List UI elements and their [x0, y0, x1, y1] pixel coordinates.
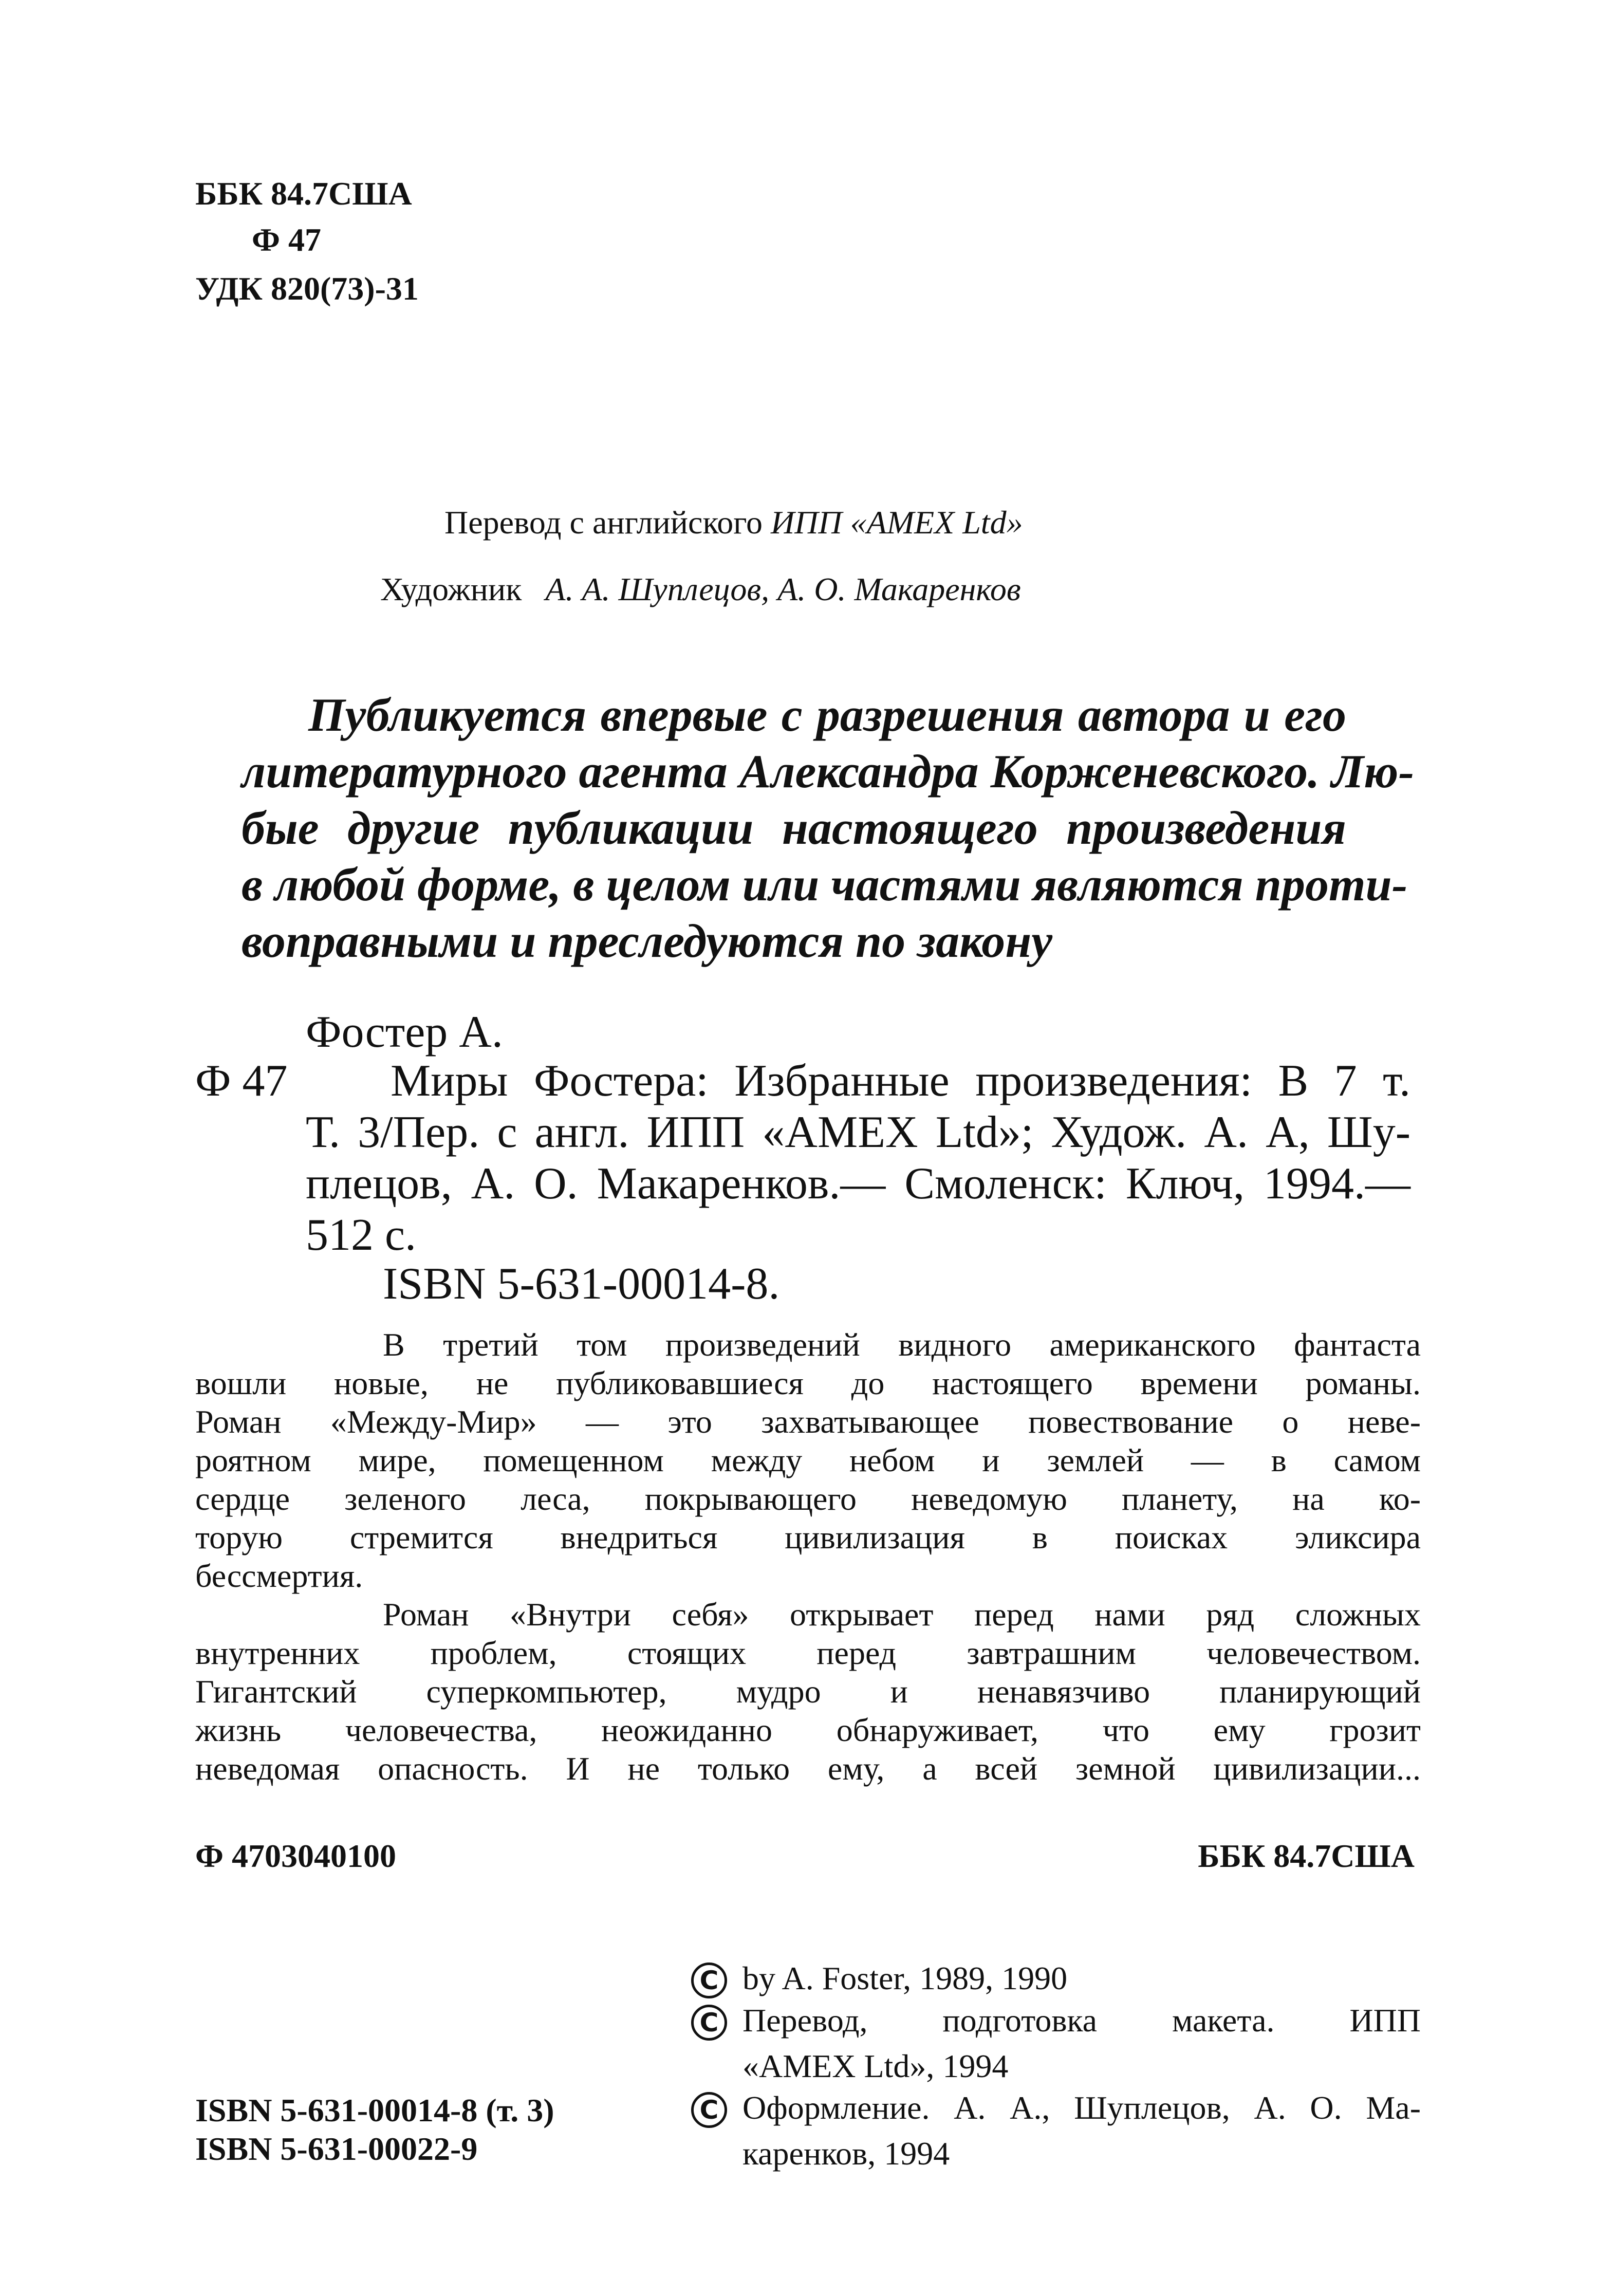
translation-by: ИПП «AMEX Ltd» [770, 504, 1023, 541]
isbn-line: ISBN 5-631-00022-9 [195, 2131, 478, 2167]
copyright-line: Оформление. А. А., Шуплецов, А. О. Ма- [742, 2089, 1421, 2126]
copyright-line: каренков, 1994 [742, 2135, 950, 2172]
artist-names: А. А. Шуплецов, А. О. Макаренков [545, 571, 1021, 607]
catalog-author: Фостер А. [306, 1007, 503, 1057]
notice-line: литературного агента Александра Корженевского. Лю- [242, 745, 1415, 798]
udk-index: УДК 820(73)-31 [195, 270, 419, 307]
footer-bbk: ББК 84.7США [1198, 1838, 1415, 1874]
catalog-line: Миры Фостера: Избранные произведения: В 7 т. [391, 1056, 1410, 1106]
annotation-line: вошли новые, не публиковавшиеся до настоящего времени романы. [195, 1365, 1421, 1401]
annotation-line: бессмертия. [195, 1558, 363, 1594]
copyright-line: by A. Foster, 1989, 1990 [742, 1960, 1068, 1996]
artist-label: Художник [380, 571, 522, 607]
annotation-line: неведомая опасность. И не только ему, а всей земной цивилизации... [195, 1750, 1421, 1787]
catalog-isbn: ISBN 5-631-00014-8. [383, 1259, 780, 1309]
copyright-entry [691, 2091, 1421, 2170]
notice-line: в любой форме, в целом или частями являются проти- [242, 858, 1408, 911]
catalog-line: плецов, А. О. Макаренков.— Смоленск: Ключ, 1994.— [306, 1159, 1410, 1209]
annotation-line: В третий том произведений видного американского фантаста [383, 1326, 1421, 1363]
index-code: Ф 4703040100 [195, 1838, 396, 1874]
annotation-line: Роман «Внутри себя» открывает перед нами ряд сложных [383, 1596, 1421, 1633]
copyright-line: Перевод, подготовка макета. ИПП [742, 2002, 1421, 2039]
notice-line: Публикуется впервые с разрешения автора и его [308, 689, 1346, 741]
catalog-line: Т. 3/Пер. с англ. ИПП «AMEX Ltd»; Худож. А. А, Шу- [306, 1107, 1410, 1157]
bbk-index: ББК 84.7США [195, 175, 412, 212]
artist-credit [380, 573, 1021, 606]
copyright-entry [691, 1962, 1067, 1998]
annotation-line: сердце зеленого леса, покрывающего неведомую планету, на ко- [195, 1480, 1421, 1517]
copyright-icon: C [691, 2005, 727, 2041]
annotation-line: жизнь человечества, неожиданно обнаруживает, что ему грозит [195, 1712, 1421, 1748]
copyright-entry [691, 2004, 1421, 2083]
author-code: Ф 47 [252, 221, 321, 258]
annotation-line: Роман «Между-Мир» — это захватывающее повествование о неве- [195, 1403, 1421, 1440]
copyright-line: «AMEX Ltd», 1994 [742, 2048, 1009, 2084]
annotation-line: роятном мире, помещенном между небом и землей — в самом [195, 1442, 1421, 1478]
translation-label: Перевод с английского [444, 504, 763, 541]
notice-line: бые другие публикации настоящего произведения [242, 802, 1346, 854]
annotation-line: Гигантский суперкомпьютер, мудро и ненавязчиво планирующий [195, 1673, 1421, 1710]
annotation-line: внутренних проблем, стоящих перед завтрашним человечеством. [195, 1635, 1421, 1671]
notice-line: воправными и преследуются по закону [242, 915, 1053, 967]
annotation-line: торую стремится внедриться цивилизация в поисках эликсира [195, 1519, 1421, 1556]
copyright-icon: C [691, 2092, 727, 2128]
copyright-icon: C [691, 1962, 727, 1998]
translation-credit [444, 506, 1023, 539]
catalog-code: Ф 47 [195, 1056, 288, 1106]
catalog-line: 512 с. [306, 1210, 417, 1260]
isbn-line: ISBN 5-631-00014-8 (т. 3) [195, 2092, 554, 2128]
